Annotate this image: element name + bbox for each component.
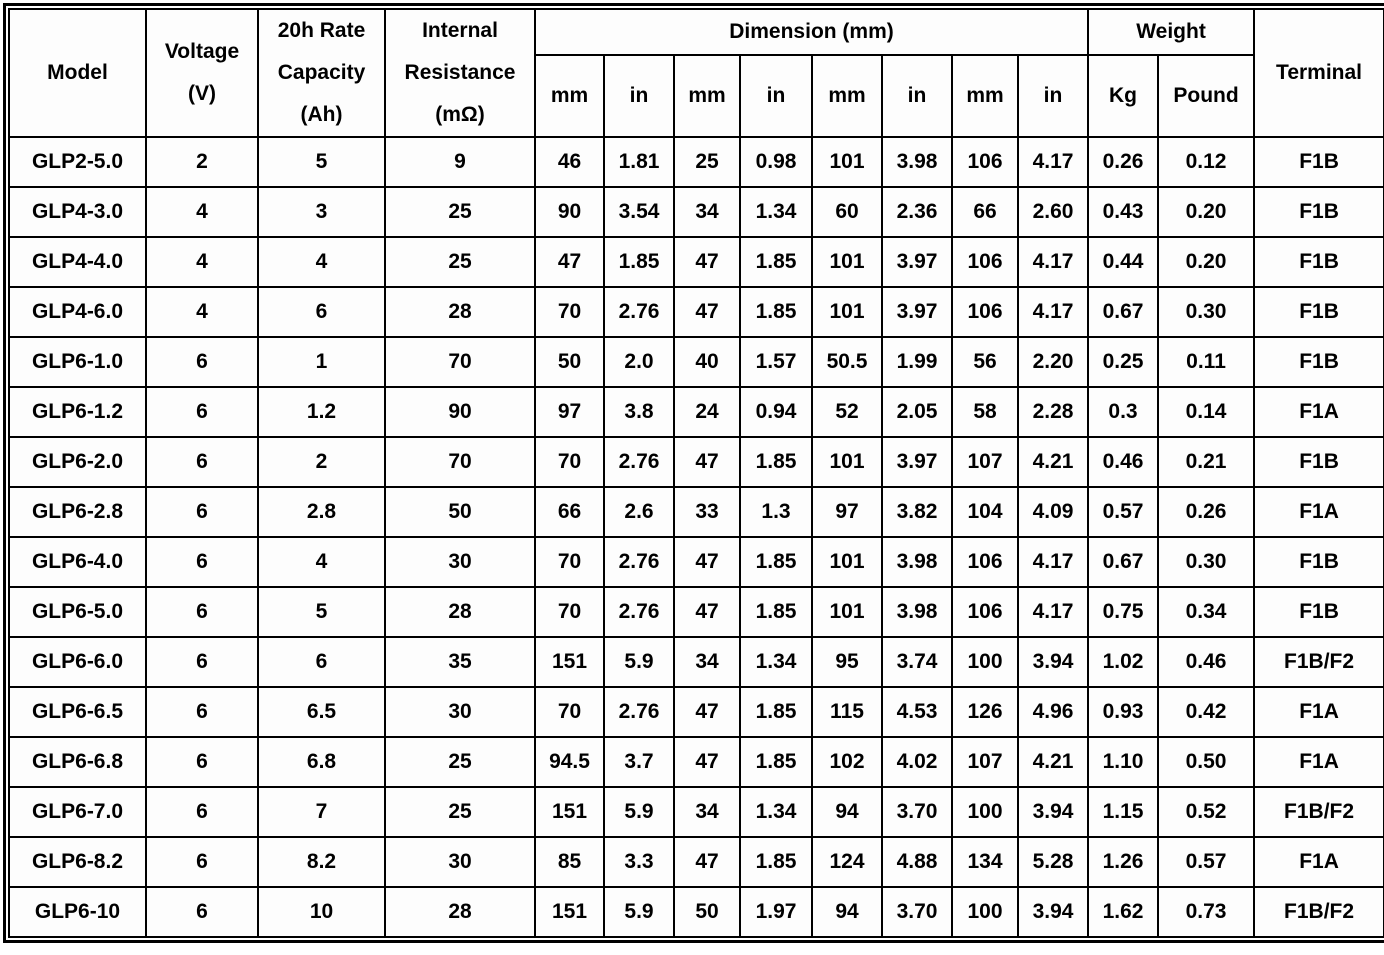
cell-weight-kg: 0.44 [1088,237,1158,287]
cell-dim3-in: 3.70 [882,887,952,937]
header-capacity [258,9,385,137]
table-row [9,537,1384,587]
cell-dim3-mm: 52 [812,387,882,437]
cell-dim1-in: 3.54 [604,187,674,237]
cell-dim3-mm: 94 [812,787,882,837]
header-resistance-line2: Resistance [404,61,516,84]
cell-voltage-v: 2 [146,137,258,187]
cell-capacity-ah: 6 [258,287,385,337]
table-row [9,587,1384,637]
cell-dim3-in: 3.82 [882,487,952,537]
cell-terminal: F1B/F2 [1254,787,1384,837]
cell-dim2-mm: 24 [674,387,740,437]
cell-voltage-v: 6 [146,337,258,387]
cell-dim1-mm: 90 [535,187,604,237]
cell-dim4-in: 2.28 [1018,387,1088,437]
cell-weight-kg: 0.43 [1088,187,1158,237]
cell-dim3-in: 3.97 [882,437,952,487]
cell-dim3-in: 2.05 [882,387,952,437]
cell-weight-kg: 1.02 [1088,637,1158,687]
header-dim3-mm: mm [812,55,882,137]
cell-model: GLP6-2.0 [9,437,146,487]
cell-dim3-in: 3.70 [882,787,952,837]
cell-dim4-mm: 104 [952,487,1018,537]
cell-weight-kg: 0.93 [1088,687,1158,737]
cell-weight-kg: 1.26 [1088,837,1158,887]
cell-terminal: F1B [1254,187,1384,237]
cell-dim1-in: 2.76 [604,537,674,587]
cell-dim4-mm: 106 [952,537,1018,587]
header-dim3-in: in [882,55,952,137]
cell-resistance-mohm: 25 [385,237,535,287]
cell-weight-kg: 1.15 [1088,787,1158,837]
cell-terminal: F1B [1254,137,1384,187]
cell-model: GLP6-5.0 [9,587,146,637]
cell-weight-kg: 0.67 [1088,287,1158,337]
cell-resistance-mohm: 30 [385,687,535,737]
cell-dim2-mm: 47 [674,737,740,787]
cell-dim3-in: 2.36 [882,187,952,237]
cell-dim4-mm: 106 [952,587,1018,637]
header-dim1-in: in [604,55,674,137]
cell-dim4-in: 4.17 [1018,587,1088,637]
cell-resistance-mohm: 35 [385,637,535,687]
cell-weight-pound: 0.14 [1158,387,1254,437]
cell-model: GLP2-5.0 [9,137,146,187]
cell-dim2-in: 1.97 [740,887,812,937]
cell-dim3-mm: 101 [812,437,882,487]
cell-dim3-mm: 95 [812,637,882,687]
cell-resistance-mohm: 25 [385,187,535,237]
header-dim2-in: in [740,55,812,137]
cell-dim1-mm: 85 [535,837,604,887]
header-terminal: Terminal [1254,9,1384,137]
cell-dim3-in: 3.98 [882,537,952,587]
cell-capacity-ah: 4 [258,237,385,287]
cell-dim4-mm: 106 [952,137,1018,187]
cell-resistance-mohm: 28 [385,287,535,337]
cell-weight-pound: 0.42 [1158,687,1254,737]
cell-dim1-in: 2.76 [604,437,674,487]
cell-dim1-mm: 70 [535,437,604,487]
header-voltage-line1: Voltage [164,40,240,63]
cell-resistance-mohm: 28 [385,587,535,637]
cell-voltage-v: 6 [146,437,258,487]
cell-dim1-mm: 66 [535,487,604,537]
cell-capacity-ah: 1 [258,337,385,387]
cell-dim2-in: 1.85 [740,587,812,637]
table-frame [3,3,1384,943]
cell-dim2-in: 0.94 [740,387,812,437]
cell-voltage-v: 6 [146,387,258,437]
header-weight-pound: Pound [1158,55,1254,137]
cell-resistance-mohm: 70 [385,437,535,487]
table-row [9,637,1384,687]
cell-dim1-in: 2.76 [604,687,674,737]
cell-dim4-in: 3.94 [1018,637,1088,687]
header-model-label: Model [47,61,108,84]
header-dim4-in: in [1018,55,1088,137]
cell-dim1-mm: 47 [535,237,604,287]
cell-dim2-in: 1.85 [740,537,812,587]
cell-dim2-mm: 34 [674,187,740,237]
cell-dim4-in: 3.94 [1018,787,1088,837]
cell-weight-pound: 0.20 [1158,187,1254,237]
cell-model: GLP4-4.0 [9,237,146,287]
cell-dim4-in: 4.17 [1018,137,1088,187]
cell-dim3-mm: 101 [812,587,882,637]
cell-dim2-in: 1.85 [740,437,812,487]
cell-dim4-in: 2.60 [1018,187,1088,237]
cell-dim2-in: 1.85 [740,737,812,787]
cell-dim4-mm: 66 [952,187,1018,237]
cell-dim4-mm: 100 [952,637,1018,687]
cell-dim1-mm: 97 [535,387,604,437]
table-header [9,9,1384,137]
cell-dim4-in: 5.28 [1018,837,1088,887]
cell-terminal: F1B/F2 [1254,637,1384,687]
cell-weight-pound: 0.12 [1158,137,1254,187]
cell-dim4-mm: 100 [952,887,1018,937]
cell-dim3-in: 3.97 [882,237,952,287]
table-row [9,737,1384,787]
cell-weight-pound: 0.34 [1158,587,1254,637]
cell-weight-kg: 0.46 [1088,437,1158,487]
cell-dim4-in: 4.21 [1018,437,1088,487]
cell-capacity-ah: 5 [258,587,385,637]
cell-capacity-ah: 6.5 [258,687,385,737]
cell-voltage-v: 4 [146,237,258,287]
cell-capacity-ah: 4 [258,537,385,587]
cell-weight-pound: 0.50 [1158,737,1254,787]
cell-dim1-mm: 70 [535,587,604,637]
cell-dim3-mm: 102 [812,737,882,787]
cell-dim4-in: 4.21 [1018,737,1088,787]
cell-dim2-in: 1.3 [740,487,812,537]
cell-weight-kg: 0.26 [1088,137,1158,187]
cell-dim2-in: 1.85 [740,687,812,737]
cell-resistance-mohm: 50 [385,487,535,537]
cell-dim4-mm: 106 [952,237,1018,287]
cell-terminal: F1B [1254,237,1384,287]
cell-dim2-mm: 33 [674,487,740,537]
cell-model: GLP6-2.8 [9,487,146,537]
cell-weight-pound: 0.20 [1158,237,1254,287]
cell-voltage-v: 4 [146,187,258,237]
header-weight-kg: Kg [1088,55,1158,137]
cell-dim2-in: 1.85 [740,287,812,337]
cell-dim1-mm: 70 [535,687,604,737]
cell-dim2-mm: 50 [674,887,740,937]
cell-resistance-mohm: 30 [385,537,535,587]
cell-terminal: F1B [1254,587,1384,637]
cell-model: GLP4-3.0 [9,187,146,237]
cell-dim1-mm: 151 [535,787,604,837]
cell-model: GLP6-6.0 [9,637,146,687]
cell-weight-kg: 0.57 [1088,487,1158,537]
cell-dim3-mm: 115 [812,687,882,737]
cell-dim2-in: 1.57 [740,337,812,387]
cell-terminal: F1A [1254,837,1384,887]
header-dim2-mm: mm [674,55,740,137]
cell-model: GLP6-6.5 [9,687,146,737]
table-row [9,137,1384,187]
cell-voltage-v: 6 [146,687,258,737]
table-row [9,487,1384,537]
header-weight: Weight [1088,9,1254,55]
cell-dim2-mm: 25 [674,137,740,187]
table-row [9,187,1384,237]
cell-dim2-mm: 47 [674,237,740,287]
cell-dim1-in: 2.76 [604,287,674,337]
cell-dim4-mm: 107 [952,437,1018,487]
cell-voltage-v: 6 [146,537,258,587]
cell-dim3-mm: 124 [812,837,882,887]
cell-dim2-mm: 47 [674,437,740,487]
cell-weight-pound: 0.11 [1158,337,1254,387]
cell-dim2-mm: 47 [674,837,740,887]
cell-dim1-in: 2.76 [604,587,674,637]
cell-model: GLP6-4.0 [9,537,146,587]
cell-dim1-in: 3.8 [604,387,674,437]
cell-terminal: F1B [1254,537,1384,587]
cell-dim4-mm: 100 [952,787,1018,837]
cell-weight-pound: 0.52 [1158,787,1254,837]
cell-dim4-in: 4.17 [1018,537,1088,587]
header-capacity-line2: Capacity [277,61,366,84]
cell-resistance-mohm: 28 [385,887,535,937]
cell-model: GLP4-6.0 [9,287,146,337]
cell-dim2-mm: 47 [674,587,740,637]
table-row [9,837,1384,887]
header-resistance [385,9,535,137]
cell-weight-kg: 0.75 [1088,587,1158,637]
cell-dim4-in: 4.09 [1018,487,1088,537]
cell-dim3-in: 3.98 [882,137,952,187]
cell-model: GLP6-1.2 [9,387,146,437]
header-dimension: Dimension (mm) [535,9,1088,55]
cell-voltage-v: 6 [146,837,258,887]
cell-weight-kg: 1.62 [1088,887,1158,937]
cell-dim1-mm: 151 [535,887,604,937]
cell-model: GLP6-8.2 [9,837,146,887]
cell-voltage-v: 6 [146,637,258,687]
cell-terminal: F1B [1254,337,1384,387]
cell-dim2-in: 1.85 [740,237,812,287]
header-resistance-line1: Internal [422,19,498,42]
cell-voltage-v: 6 [146,887,258,937]
cell-capacity-ah: 6.8 [258,737,385,787]
cell-dim4-mm: 134 [952,837,1018,887]
table-row [9,687,1384,737]
cell-dim1-mm: 151 [535,637,604,687]
cell-dim1-in: 3.3 [604,837,674,887]
cell-dim2-mm: 34 [674,787,740,837]
cell-dim3-in: 3.74 [882,637,952,687]
cell-dim1-mm: 94.5 [535,737,604,787]
cell-terminal: F1A [1254,737,1384,787]
cell-weight-pound: 0.30 [1158,537,1254,587]
cell-dim1-mm: 70 [535,287,604,337]
cell-dim1-in: 5.9 [604,637,674,687]
cell-dim4-mm: 126 [952,687,1018,737]
cell-dim2-in: 1.85 [740,837,812,887]
cell-dim2-in: 1.34 [740,787,812,837]
table-row [9,287,1384,337]
cell-dim3-mm: 50.5 [812,337,882,387]
cell-dim4-in: 2.20 [1018,337,1088,387]
cell-weight-kg: 1.10 [1088,737,1158,787]
header-capacity-line1: 20h Rate [277,19,366,42]
cell-dim3-in: 1.99 [882,337,952,387]
cell-dim4-mm: 107 [952,737,1018,787]
cell-dim3-in: 4.88 [882,837,952,887]
cell-voltage-v: 6 [146,787,258,837]
cell-dim3-mm: 101 [812,287,882,337]
cell-dim1-mm: 70 [535,537,604,587]
cell-dim2-in: 0.98 [740,137,812,187]
cell-dim4-mm: 58 [952,387,1018,437]
cell-capacity-ah: 10 [258,887,385,937]
cell-dim3-mm: 97 [812,487,882,537]
cell-dim3-mm: 60 [812,187,882,237]
cell-weight-kg: 0.67 [1088,537,1158,587]
cell-dim1-in: 2.0 [604,337,674,387]
cell-capacity-ah: 6 [258,637,385,687]
cell-voltage-v: 6 [146,487,258,537]
cell-dim4-in: 4.96 [1018,687,1088,737]
cell-dim3-in: 4.02 [882,737,952,787]
cell-dim3-mm: 101 [812,237,882,287]
cell-model: GLP6-10 [9,887,146,937]
cell-terminal: F1B/F2 [1254,887,1384,937]
cell-dim2-mm: 47 [674,537,740,587]
cell-model: GLP6-1.0 [9,337,146,387]
header-model [9,9,146,137]
cell-dim2-mm: 47 [674,687,740,737]
cell-weight-kg: 0.3 [1088,387,1158,437]
cell-dim3-in: 3.98 [882,587,952,637]
header-voltage [146,9,258,137]
cell-resistance-mohm: 30 [385,837,535,887]
cell-dim2-in: 1.34 [740,187,812,237]
cell-dim1-in: 3.7 [604,737,674,787]
cell-terminal: F1A [1254,687,1384,737]
cell-dim1-in: 1.85 [604,237,674,287]
header-resistance-line3: (mΩ) [435,103,485,126]
cell-dim4-mm: 56 [952,337,1018,387]
cell-dim1-in: 2.6 [604,487,674,537]
cell-resistance-mohm: 25 [385,737,535,787]
cell-weight-pound: 0.21 [1158,437,1254,487]
table-row [9,337,1384,387]
header-dim1-mm: mm [535,55,604,137]
cell-weight-pound: 0.57 [1158,837,1254,887]
cell-model: GLP6-6.8 [9,737,146,787]
table-row [9,387,1384,437]
header-dim4-mm: mm [952,55,1018,137]
cell-dim1-in: 5.9 [604,887,674,937]
cell-model: GLP6-7.0 [9,787,146,837]
cell-weight-kg: 0.25 [1088,337,1158,387]
cell-resistance-mohm: 90 [385,387,535,437]
cell-terminal: F1A [1254,387,1384,437]
cell-dim3-mm: 101 [812,537,882,587]
table-row [9,887,1384,937]
table-row [9,437,1384,487]
cell-terminal: F1B [1254,437,1384,487]
cell-weight-pound: 0.46 [1158,637,1254,687]
cell-voltage-v: 4 [146,287,258,337]
cell-dim4-in: 4.17 [1018,237,1088,287]
cell-resistance-mohm: 70 [385,337,535,387]
cell-weight-pound: 0.73 [1158,887,1254,937]
cell-dim1-mm: 46 [535,137,604,187]
cell-dim4-in: 4.17 [1018,287,1088,337]
cell-weight-pound: 0.30 [1158,287,1254,337]
cell-terminal: F1A [1254,487,1384,537]
cell-capacity-ah: 7 [258,787,385,837]
cell-dim1-in: 1.81 [604,137,674,187]
table-row [9,237,1384,287]
battery-spec-table [8,8,1384,938]
cell-resistance-mohm: 9 [385,137,535,187]
cell-capacity-ah: 5 [258,137,385,187]
cell-dim4-mm: 106 [952,287,1018,337]
cell-dim1-in: 5.9 [604,787,674,837]
header-capacity-line3: (Ah) [300,103,343,126]
cell-capacity-ah: 2 [258,437,385,487]
cell-dim3-mm: 101 [812,137,882,187]
cell-dim3-in: 3.97 [882,287,952,337]
cell-capacity-ah: 3 [258,187,385,237]
cell-voltage-v: 6 [146,737,258,787]
cell-capacity-ah: 2.8 [258,487,385,537]
cell-dim3-mm: 94 [812,887,882,937]
cell-dim2-mm: 40 [674,337,740,387]
cell-terminal: F1B [1254,287,1384,337]
cell-capacity-ah: 8.2 [258,837,385,887]
cell-weight-pound: 0.26 [1158,487,1254,537]
cell-dim2-in: 1.34 [740,637,812,687]
cell-voltage-v: 6 [146,587,258,637]
cell-dim2-mm: 34 [674,637,740,687]
table-row [9,787,1384,837]
cell-dim1-mm: 50 [535,337,604,387]
cell-dim4-in: 3.94 [1018,887,1088,937]
cell-capacity-ah: 1.2 [258,387,385,437]
table-body [9,137,1384,937]
cell-dim2-mm: 47 [674,287,740,337]
cell-dim3-in: 4.53 [882,687,952,737]
header-voltage-line2: (V) [188,82,216,105]
cell-resistance-mohm: 25 [385,787,535,837]
